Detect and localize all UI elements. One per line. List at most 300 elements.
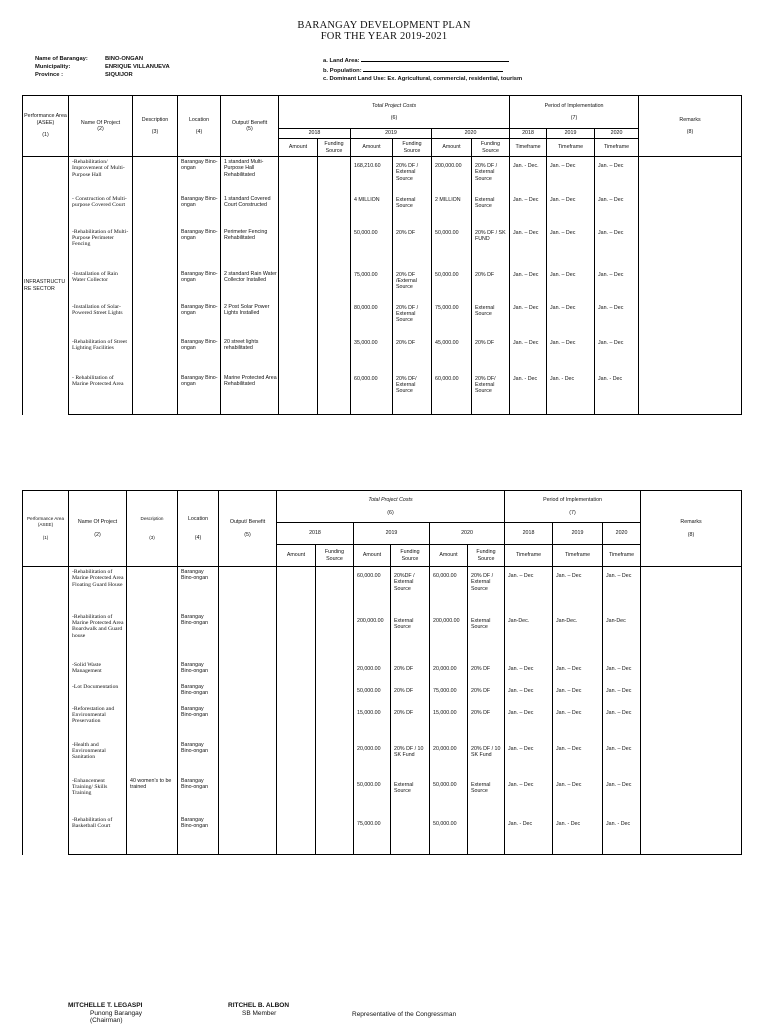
project-name-cell: -Lot Documentation <box>69 682 127 704</box>
header-funding: Funding Source <box>318 139 351 157</box>
remarks-cell <box>641 660 742 682</box>
funding-2018-cell <box>318 157 351 194</box>
timeframe-2019-cell: Jan. – Dec <box>553 704 603 740</box>
funding-2018-cell <box>318 269 351 302</box>
amount-2020-cell: 20,000.00 <box>430 660 468 682</box>
funding-2019-cell: 20% DF <box>393 337 432 373</box>
header-amount: Amount <box>354 545 391 567</box>
province-label: Province : <box>35 72 64 78</box>
description-cell <box>133 337 178 373</box>
timeframe-2019-cell: Jan. – Dec <box>547 157 595 194</box>
timeframe-2019-cell: Jan. – Dec <box>553 682 603 704</box>
header-performance-area: Performance Area (ASEE) (1) <box>23 96 69 157</box>
funding-2019-cell: External Source <box>391 612 430 660</box>
funding-2018-cell <box>318 302 351 337</box>
output-cell <box>219 660 277 682</box>
funding-2019-cell: 20% DF <box>391 704 430 740</box>
header-period-2019: 2019 <box>547 129 595 139</box>
remarks-cell <box>639 157 742 194</box>
funding-2018-cell <box>316 682 354 704</box>
project-name-cell: -Enhancement Training/ Skills Training <box>69 776 127 815</box>
header-period: Period of Implementation (7) <box>510 96 639 129</box>
header-amount: Amount <box>432 139 472 157</box>
output-cell <box>219 704 277 740</box>
header-total-project-costs: Total Project Costs (6) <box>279 96 510 129</box>
amount-2020-cell: 60,000.00 <box>430 567 468 612</box>
table-row <box>23 157 742 194</box>
project-name-cell: -Rehabilitation/ Improvement of Multi- Purpose Hall <box>69 157 133 194</box>
amount-2018-cell <box>279 337 318 373</box>
municipality-value: ENRIQUE VILLANUEVA <box>105 64 170 70</box>
location-cell: Barangay Bino-ongan <box>178 740 219 776</box>
funding-2020-cell: 20% DF / External Source <box>472 157 510 194</box>
header-timeframe: Timeframe <box>603 545 641 567</box>
table-row <box>23 660 742 682</box>
performance-area-cell <box>23 567 69 855</box>
header-period: Period of Implementation (7) <box>505 491 641 523</box>
header-location: Location (4) <box>178 96 221 157</box>
timeframe-2020-cell: Jan. – Dec <box>595 302 639 337</box>
timeframe-2018-cell: Jan. – Dec <box>510 269 547 302</box>
remarks-cell <box>641 567 742 612</box>
remarks-cell <box>641 815 742 855</box>
remarks-cell <box>641 612 742 660</box>
funding-2019-cell: 20% DF/ External Source <box>393 373 432 415</box>
funding-2020-cell: 20% DF / External Source <box>468 567 505 612</box>
plan-table-1 <box>22 95 742 415</box>
amount-2019-cell: 4 MILLION <box>351 194 393 227</box>
signatory-1 <box>68 1002 142 1025</box>
project-name-cell: - Rehabilitation of Marine Protected Area <box>69 373 133 415</box>
header-period-2018: 2018 <box>505 523 553 545</box>
remarks-cell <box>641 776 742 815</box>
header-timeframe: Timeframe <box>547 139 595 157</box>
amount-2020-cell: 50,000.00 <box>430 815 468 855</box>
project-name-cell: -Rehabilitation of Multi- Purpose Perimeter Fencing <box>69 227 133 269</box>
location-cell: Barangay Bino-ongan <box>178 704 219 740</box>
remarks-cell <box>641 682 742 704</box>
table-1-body <box>23 157 742 415</box>
table-2-body <box>23 567 742 855</box>
barangay-label: Name of Barangay: <box>35 56 88 62</box>
header-remarks: Remarks (8) <box>641 491 742 567</box>
table-row <box>23 337 742 373</box>
funding-2020-cell: External Source <box>468 612 505 660</box>
amount-2018-cell <box>277 815 316 855</box>
document-title <box>0 20 768 42</box>
amount-2018-cell <box>277 567 316 612</box>
timeframe-2020-cell: Jan. – Dec <box>595 194 639 227</box>
timeframe-2018-cell: Jan. – Dec <box>505 682 553 704</box>
header-period-2018: 2018 <box>510 129 547 139</box>
table-2-header <box>23 491 742 567</box>
amount-2020-cell: 75,000.00 <box>430 682 468 704</box>
location-cell: Barangay Bino-ongan <box>178 682 219 704</box>
land-area-blank <box>361 55 509 62</box>
amount-2019-cell: 168,210.60 <box>351 157 393 194</box>
timeframe-2018-cell: Jan. – Dec <box>510 302 547 337</box>
funding-2018-cell <box>316 704 354 740</box>
header-period-2020: 2020 <box>595 129 639 139</box>
header-year-2020: 2020 <box>432 129 510 139</box>
location-cell: Barangay Bino-ongan <box>178 194 221 227</box>
amount-2019-cell: 60,000.00 <box>354 567 391 612</box>
amount-2020-cell: 15,000.00 <box>430 704 468 740</box>
amount-2019-cell: 60,000.00 <box>351 373 393 415</box>
population-label: b. Population: <box>323 68 362 74</box>
remarks-cell <box>639 194 742 227</box>
signatory-2 <box>228 1002 289 1017</box>
timeframe-2018-cell: Jan. - Dec. <box>510 157 547 194</box>
header-amount: Amount <box>279 139 318 157</box>
dominant-land-use: c. Dominant Land Use: Ex. Agricultural, commercial, residential, tourism <box>323 76 523 82</box>
output-cell: 1 standard Covered Court Constructed <box>221 194 279 227</box>
timeframe-2019-cell: Jan. - Dec <box>547 373 595 415</box>
amount-2018-cell <box>277 740 316 776</box>
timeframe-2020-cell: Jan. – Dec <box>603 682 641 704</box>
funding-2019-cell: 20% DF / 10 SK Fund <box>391 740 430 776</box>
header-location: Location (4) <box>178 491 219 567</box>
header-year-2020: 2020 <box>430 523 505 545</box>
remarks-cell <box>639 373 742 415</box>
title-line-1: BARANGAY DEVELOPMENT PLAN <box>297 20 471 31</box>
amount-2018-cell <box>277 704 316 740</box>
funding-2020-cell: 20% DF/ External Source <box>472 373 510 415</box>
amount-2019-cell: 20,000.00 <box>354 660 391 682</box>
header-year-2018: 2018 <box>279 129 351 139</box>
output-cell: 20 street lights rehabilitated <box>221 337 279 373</box>
output-cell <box>219 682 277 704</box>
output-cell: 1 standard Multi-Purpose Hall Rehabilitated <box>221 157 279 194</box>
funding-2018-cell <box>316 612 354 660</box>
timeframe-2020-cell: Jan. – Dec <box>603 660 641 682</box>
description-cell <box>127 567 178 612</box>
funding-2019-cell: 20% DF / External Source <box>393 302 432 337</box>
funding-2019-cell: 20% DF / External Source <box>393 157 432 194</box>
table-row <box>23 373 742 415</box>
funding-2020-cell: 20% DF <box>468 704 505 740</box>
funding-2019-cell: 20% DF <box>393 227 432 269</box>
header-project-name: Name Of Project (2) <box>69 491 127 567</box>
timeframe-2019-cell: Jan. – Dec <box>553 660 603 682</box>
timeframe-2018-cell: Jan. – Dec <box>505 704 553 740</box>
header-funding: Funding Source <box>316 545 354 567</box>
amount-2020-cell: 75,000.00 <box>432 302 472 337</box>
signatory-name: MITCHELLE T. LEGASPI <box>68 1002 143 1009</box>
timeframe-2020-cell: Jan. – Dec <box>595 269 639 302</box>
amount-2020-cell: 50,000.00 <box>432 269 472 302</box>
header-project-name: Name Of Project (2) <box>69 96 133 157</box>
amount-2019-cell: 15,000.00 <box>354 704 391 740</box>
amount-2019-cell: 75,000.00 <box>351 269 393 302</box>
project-name-cell: -Installation of Solar-Powered Street Lights <box>69 302 133 337</box>
land-info <box>323 55 522 83</box>
funding-2020-cell: External Source <box>472 302 510 337</box>
signatory-role: Representative of the Congressman <box>352 1011 457 1018</box>
header-period-2020: 2020 <box>603 523 641 545</box>
amount-2019-cell: 50,000.00 <box>354 776 391 815</box>
project-name-cell: -Rehabilitation of Basketball Court <box>69 815 127 855</box>
funding-2018-cell <box>316 660 354 682</box>
table-row <box>23 612 742 660</box>
output-cell: 2 standard Rain Water Collector Installed <box>221 269 279 302</box>
funding-2020-cell: 20% DF <box>472 269 510 302</box>
funding-2020-cell: 20% DF / 10 SK Fund <box>468 740 505 776</box>
timeframe-2019-cell: Jan. – Dec <box>553 567 603 612</box>
timeframe-2019-cell: Jan. – Dec <box>547 302 595 337</box>
timeframe-2018-cell: Jan-Dec. <box>505 612 553 660</box>
description-cell <box>127 815 178 855</box>
header-funding: Funding Source <box>391 545 430 567</box>
timeframe-2018-cell: Jan. – Dec <box>510 194 547 227</box>
timeframe-2018-cell: Jan. – Dec <box>510 227 547 269</box>
table-row <box>23 269 742 302</box>
amount-2020-cell: 60,000.00 <box>432 373 472 415</box>
description-cell <box>127 612 178 660</box>
province-value: SIQUIJOR <box>105 72 133 78</box>
barangay-value: BINO-ONGAN <box>105 56 143 62</box>
location-cell: Barangay Bino-ongan <box>178 815 219 855</box>
header-amount: Amount <box>277 545 316 567</box>
timeframe-2018-cell: Jan. - Dec <box>510 373 547 415</box>
plan-table-2 <box>22 490 742 855</box>
signatory-role: Punong Barangay <box>90 1009 143 1017</box>
project-name-cell: -Installation of Rain Water Collector <box>69 269 133 302</box>
table-row <box>23 740 742 776</box>
timeframe-2018-cell: Jan. – Dec <box>505 567 553 612</box>
timeframe-2020-cell: Jan. – Dec <box>603 776 641 815</box>
amount-2020-cell: 50,000.00 <box>430 776 468 815</box>
header-output-benefit: Output/ Benefit (5) <box>219 491 277 567</box>
timeframe-2018-cell: Jan. – Dec <box>510 337 547 373</box>
funding-2019-cell: 20% DF /External Source <box>393 269 432 302</box>
header-timeframe: Timeframe <box>553 545 603 567</box>
header-timeframe: Timeframe <box>595 139 639 157</box>
amount-2018-cell <box>277 660 316 682</box>
description-cell <box>133 157 178 194</box>
barangay-info <box>35 55 170 79</box>
amount-2018-cell <box>279 157 318 194</box>
location-cell: Barangay Bino-ongan <box>178 660 219 682</box>
output-cell <box>219 567 277 612</box>
table-row <box>23 227 742 269</box>
output-cell <box>219 612 277 660</box>
timeframe-2018-cell: Jan. - Dec <box>505 815 553 855</box>
project-name-cell: - Construction of Multi-purpose Covered Court <box>69 194 133 227</box>
funding-2018-cell <box>316 567 354 612</box>
timeframe-2020-cell: Jan. – Dec <box>595 227 639 269</box>
remarks-cell <box>639 302 742 337</box>
funding-2019-cell <box>391 815 430 855</box>
header-output-benefit: Output/ Benefit (5) <box>221 96 279 157</box>
description-cell <box>133 302 178 337</box>
timeframe-2020-cell: Jan. – Dec <box>603 740 641 776</box>
output-cell: 2 Post Solar Power Lights Installed <box>221 302 279 337</box>
description-cell <box>133 373 178 415</box>
table-row <box>23 815 742 855</box>
amount-2020-cell: 20,000.00 <box>430 740 468 776</box>
amount-2019-cell: 75,000.00 <box>354 815 391 855</box>
header-year-2019: 2019 <box>354 523 430 545</box>
project-name-cell: -Solid Waste Management <box>69 660 127 682</box>
amount-2019-cell: 80,000.00 <box>351 302 393 337</box>
location-cell: Barangay Bino-ongan <box>178 227 221 269</box>
funding-2020-cell: External Source <box>468 776 505 815</box>
funding-2018-cell <box>318 337 351 373</box>
timeframe-2020-cell: Jan. - Dec <box>603 815 641 855</box>
table-row <box>23 567 742 612</box>
timeframe-2020-cell: Jan. – Dec <box>595 157 639 194</box>
municipality-label: Municipality: <box>35 64 71 70</box>
remarks-cell <box>641 740 742 776</box>
description-cell <box>127 660 178 682</box>
location-cell: Barangay Bino-ongan <box>178 612 219 660</box>
output-cell: Perimeter Fencing Rehabilitated <box>221 227 279 269</box>
funding-2018-cell <box>316 815 354 855</box>
timeframe-2018-cell: Jan. – Dec <box>505 740 553 776</box>
header-total-project-costs: Total Project Costs (6) <box>277 491 505 523</box>
amount-2018-cell <box>279 194 318 227</box>
header-funding: Funding Source <box>393 139 432 157</box>
signatory-role-2: (Chairman) <box>90 1017 123 1024</box>
location-cell: Barangay Bino-ongan <box>178 269 221 302</box>
header-remarks: Remarks (8) <box>639 96 742 157</box>
amount-2019-cell: 200,000.00 <box>354 612 391 660</box>
population-blank <box>363 65 503 72</box>
title-line-2: FOR THE YEAR 2019-2021 <box>320 31 448 42</box>
description-cell <box>127 704 178 740</box>
header-amount: Amount <box>430 545 468 567</box>
table-1-header <box>23 96 742 157</box>
amount-2020-cell: 200,000.00 <box>432 157 472 194</box>
description-cell: 40 women's to be trained <box>127 776 178 815</box>
location-cell: Barangay Bino-ongan <box>178 776 219 815</box>
table-row <box>23 776 742 815</box>
funding-2019-cell: External Source <box>391 776 430 815</box>
timeframe-2019-cell: Jan-Dec. <box>553 612 603 660</box>
funding-2019-cell: 20% DF <box>391 682 430 704</box>
description-cell <box>133 227 178 269</box>
location-cell: Barangay Bino-ongan <box>178 567 219 612</box>
funding-2019-cell: 20%DF / External Source <box>391 567 430 612</box>
header-description: Description (3) <box>127 491 178 567</box>
project-name-cell: -Rehabilitation of Marine Protected Area Floating Guard House <box>69 567 127 612</box>
amount-2018-cell <box>279 227 318 269</box>
funding-2018-cell <box>316 776 354 815</box>
timeframe-2020-cell: Jan. – Dec <box>603 567 641 612</box>
header-description: Description (3) <box>133 96 178 157</box>
timeframe-2018-cell: Jan. – Dec <box>505 776 553 815</box>
amount-2020-cell: 2 MILLION <box>432 194 472 227</box>
signatory-3 <box>352 1011 456 1019</box>
amount-2018-cell <box>279 302 318 337</box>
table-row <box>23 194 742 227</box>
timeframe-2020-cell: Jan. – Dec <box>603 704 641 740</box>
amount-2019-cell: 50,000.00 <box>354 682 391 704</box>
description-cell <box>133 194 178 227</box>
funding-2018-cell <box>318 227 351 269</box>
amount-2018-cell <box>277 682 316 704</box>
timeframe-2019-cell: Jan. – Dec <box>553 740 603 776</box>
amount-2018-cell <box>279 373 318 415</box>
location-cell: Barangay Bino-ongan <box>178 337 221 373</box>
header-year-2019: 2019 <box>351 129 432 139</box>
remarks-cell <box>641 704 742 740</box>
location-cell: Barangay Bino-ongan <box>178 373 221 415</box>
output-cell: Marine Protected Area Rehabilitated <box>221 373 279 415</box>
funding-2020-cell: External Source <box>472 194 510 227</box>
table-row <box>23 704 742 740</box>
signatory-role: SB Member <box>242 1009 277 1017</box>
timeframe-2018-cell: Jan. – Dec <box>505 660 553 682</box>
output-cell <box>219 815 277 855</box>
timeframe-2019-cell: Jan. – Dec <box>547 337 595 373</box>
funding-2020-cell: 20% DF / SK FUND <box>472 227 510 269</box>
funding-2020-cell: 20% DF <box>468 660 505 682</box>
amount-2018-cell <box>277 612 316 660</box>
header-performance-area: Performance Area (ASEE) (1) <box>23 491 69 567</box>
project-name-cell: -Reforestation and Environmental Preservation <box>69 704 127 740</box>
funding-2019-cell: 20% DF <box>391 660 430 682</box>
timeframe-2019-cell: Jan. – Dec <box>547 227 595 269</box>
project-name-cell: -Health and Environmental Sanitation <box>69 740 127 776</box>
timeframe-2019-cell: Jan. - Dec <box>553 815 603 855</box>
amount-2020-cell: 200,000.00 <box>430 612 468 660</box>
remarks-cell <box>639 227 742 269</box>
description-cell <box>127 740 178 776</box>
header-funding: Funding Source <box>472 139 510 157</box>
timeframe-2020-cell: Jan-Dec <box>603 612 641 660</box>
signatory-name: RITCHEL B. ALBON <box>228 1002 290 1009</box>
funding-2019-cell: External Source <box>393 194 432 227</box>
funding-2018-cell <box>316 740 354 776</box>
header-year-2018: 2018 <box>277 523 354 545</box>
timeframe-2020-cell: Jan. - Dec <box>595 373 639 415</box>
amount-2018-cell <box>279 269 318 302</box>
amount-2020-cell: 45,000.00 <box>432 337 472 373</box>
funding-2020-cell <box>468 815 505 855</box>
timeframe-2020-cell: Jan. – Dec <box>595 337 639 373</box>
funding-2018-cell <box>318 194 351 227</box>
funding-2020-cell: 20% DF <box>472 337 510 373</box>
output-cell <box>219 776 277 815</box>
funding-2020-cell: 20% DF <box>468 682 505 704</box>
performance-area-cell: INFRASTRUCTURE SECTOR <box>23 157 69 415</box>
header-timeframe: Timeframe <box>510 139 547 157</box>
table-row <box>23 302 742 337</box>
description-cell <box>127 682 178 704</box>
timeframe-2019-cell: Jan. – Dec <box>553 776 603 815</box>
header-timeframe: Timeframe <box>505 545 553 567</box>
amount-2019-cell: 35,000.00 <box>351 337 393 373</box>
land-area-label: a. Land Area: <box>323 58 360 64</box>
header-amount: Amount <box>351 139 393 157</box>
description-cell <box>133 269 178 302</box>
output-cell <box>219 740 277 776</box>
amount-2019-cell: 20,000.00 <box>354 740 391 776</box>
funding-2018-cell <box>318 373 351 415</box>
location-cell: Barangay Bino-ongan <box>178 157 221 194</box>
remarks-cell <box>639 337 742 373</box>
amount-2019-cell: 50,000.00 <box>351 227 393 269</box>
header-funding: Funding Source <box>468 545 505 567</box>
amount-2020-cell: 50,000.00 <box>432 227 472 269</box>
remarks-cell <box>639 269 742 302</box>
project-name-cell: -Rehabilitation of Street Lighting Facilities <box>69 337 133 373</box>
amount-2018-cell <box>277 776 316 815</box>
timeframe-2019-cell: Jan. – Dec <box>547 194 595 227</box>
header-period-2019: 2019 <box>553 523 603 545</box>
